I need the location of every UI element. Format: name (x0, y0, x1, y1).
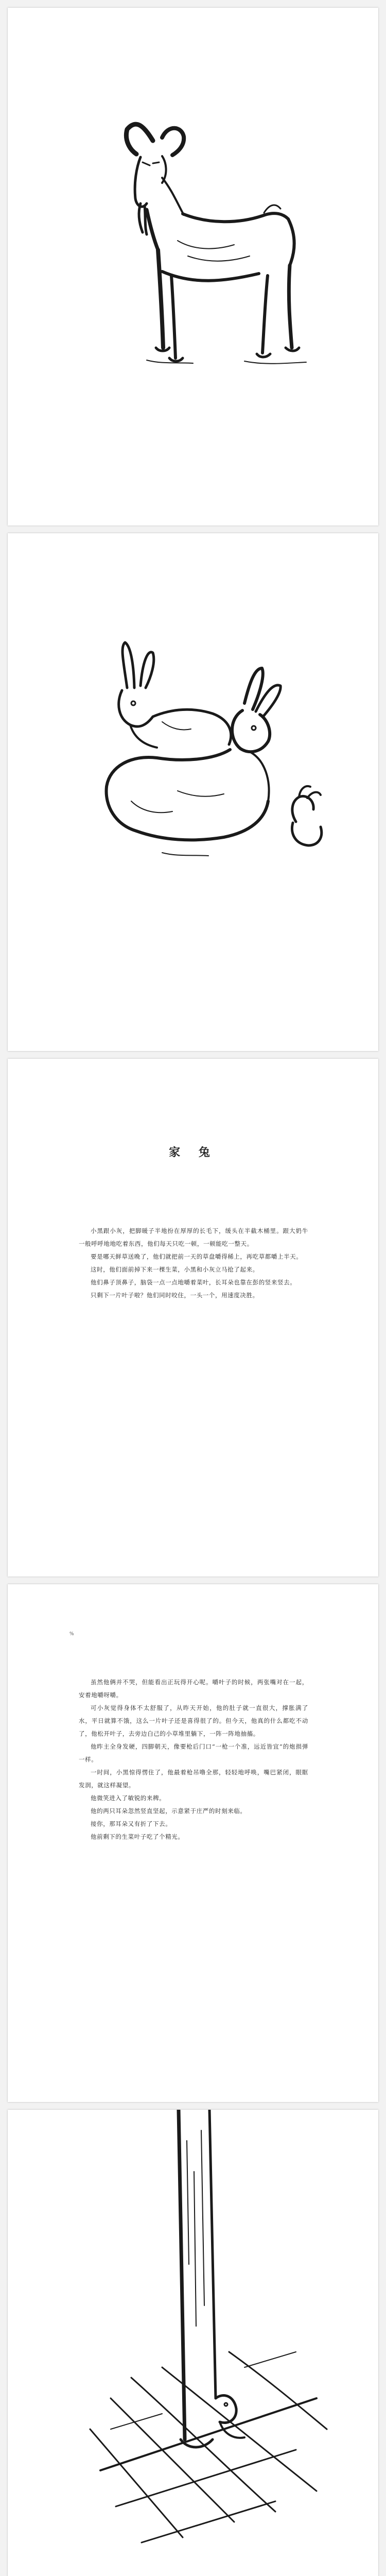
page-story-continued (8, 1584, 378, 2102)
paragraph: 他微笑进入了敏锐的来稗。 (91, 1794, 166, 1802)
paragraph: 接你，那耳朵又有折了下去。 (91, 1820, 172, 1827)
page-story-start (8, 1059, 378, 1577)
paragraph: 一时间，小黑惊得愣住了，他最着枪吊噜全那，轻轻地呼唤，嘴巴紧闭，眼眶发润，就这样凝望。 (79, 1769, 308, 1789)
paragraph: 只剩下一片叶子啦？他们同时咬住，一头一个，用速度决胜。 (91, 1292, 259, 1299)
story-text-page1 (79, 1225, 308, 1302)
paragraph: 小黑跟小灰，把脚暖子半地扮在厚厚的长毛下，缓头在半截木桶里。跟大奶牛一般呼呼地地吃着东西，他们每天只吃一顿，一顿能吃一整天。 (79, 1227, 308, 1247)
page-rabbits-illustration (8, 533, 378, 1051)
paragraph: 他昨主全身发硬，四脚朝天，像要枪后门口“一枪一个准，远近皆宜”的炮损弹一样。 (79, 1743, 308, 1763)
story-title: 家 兔 (169, 1146, 217, 1159)
page-stable-illustration (8, 2110, 378, 2576)
paragraph: 他的两只耳朵忽然竖直坚起，示意紧于庄严的时刻来临。 (91, 1807, 247, 1815)
page-goat-illustration (8, 8, 378, 526)
story-text-page2 (79, 1676, 308, 1843)
paragraph: 虽然他俩并不哭，但能看出正玩得开心呢。嚼叶子的时候，两张嘴对在一起，安着地嚼呀嚼。 (79, 1679, 308, 1699)
paragraph: 可小灰觉得身体不太舒服了，从昨天开始，他的肚子就一直很大，撑胀满了水，平日就算不饿，这么一片叶子还是喜得很了的。但今天，他真的什么都吃不动了，他松开叶子，去旁边白己的小草堆里躺下，一阵一阵地抽搐。 (79, 1704, 308, 1737)
paragraph: 他前剩下的生菜叶子吃了个精光。 (91, 1833, 184, 1840)
paragraph: 要是哪天鲜草送晚了，他们就把前一天的草盘嚼得稀上，再吃草都嚼上半天。 (91, 1253, 303, 1260)
page-marker: % (69, 1632, 74, 1637)
paragraph: 他们鼻子顶鼻子，脑袋一点一点地嚼着菜叶，长耳朵也靠在彭的竖来竖去。 (91, 1279, 296, 1286)
goat-ink-drawing (8, 8, 378, 526)
stable-ink-drawing (8, 2110, 378, 2576)
paragraph: 这时，他们面前掉下来一棵生菜，小黑和小灰立马抢了起来。 (91, 1266, 259, 1273)
rabbits-ink-drawing (8, 533, 378, 1051)
